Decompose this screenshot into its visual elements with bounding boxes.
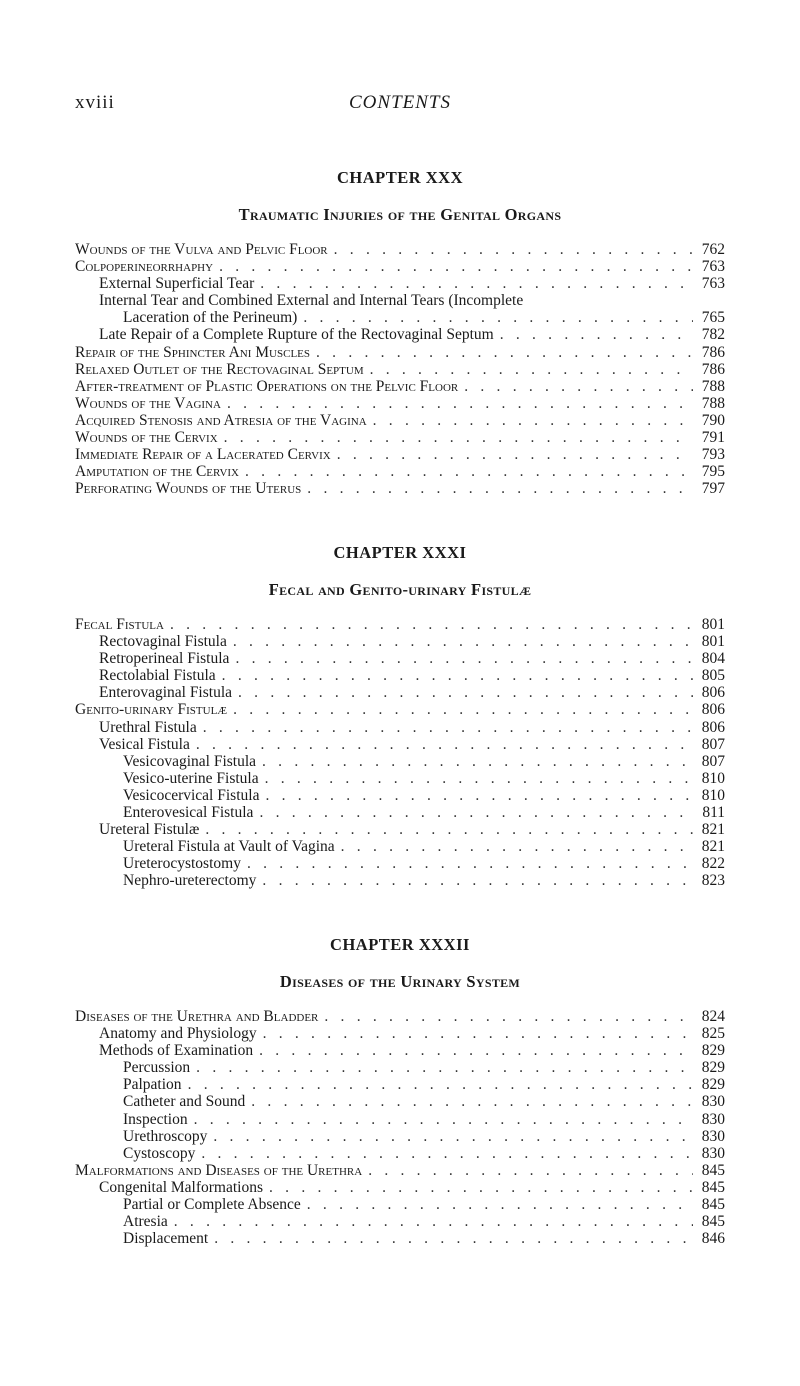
dot-leader (263, 1025, 693, 1042)
toc-entry-page: 824 (701, 1008, 725, 1025)
toc-entry-label: Malformations and Diseases of the Urethra (75, 1161, 363, 1179)
dot-leader (196, 1059, 693, 1076)
toc-entry (75, 395, 725, 412)
toc-entry (75, 1076, 725, 1093)
toc-entry-page: 821 (701, 838, 725, 856)
dot-leader (269, 1179, 693, 1196)
toc-entry (75, 241, 725, 258)
toc-entry-label: Vesicocervical Fistula (123, 786, 260, 804)
toc-entry-label: After-treatment of Plastic Operations on the Pelvic Floor (75, 377, 459, 395)
toc-entry (75, 855, 725, 872)
dot-leader (235, 650, 693, 667)
toc-entry-page: 793 (701, 446, 725, 464)
dot-leader (251, 1093, 693, 1110)
toc-entry (75, 1128, 725, 1145)
toc-entry-page: 830 (701, 1093, 725, 1111)
toc-entry-label: Inspection (123, 1110, 188, 1128)
chapter-xxxii (75, 935, 725, 1247)
dot-leader (203, 719, 693, 736)
toc-entry-label: Diseases of the Urethra and Bladder (75, 1008, 319, 1025)
dot-leader (205, 821, 693, 838)
toc-entry (75, 480, 725, 497)
toc-entry (75, 804, 725, 821)
toc-entry-page: 807 (701, 752, 725, 770)
toc-entry (75, 667, 725, 684)
toc-entry-label-continued: Laceration of the Perineum) (123, 309, 298, 327)
toc-entry-label: Wounds of the Vulva and Pelvic Floor (75, 241, 328, 258)
toc-entry-label: Ureteral Fistula at Vault of Vagina (123, 838, 335, 856)
toc-entry-page: 806 (701, 684, 725, 702)
toc-entry-page: 763 (701, 275, 725, 293)
toc-entry-page: 846 (701, 1230, 725, 1248)
page-number: xviii (75, 92, 115, 113)
dot-leader (214, 1230, 693, 1247)
toc-entry (75, 770, 725, 787)
toc-entry (75, 1145, 725, 1162)
dot-leader (265, 770, 693, 787)
toc-entry (75, 872, 725, 889)
toc-entry-page: 801 (701, 633, 725, 651)
toc-entries (75, 1008, 725, 1247)
toc-entry-page: 825 (701, 1025, 725, 1043)
toc-entry-page: 810 (701, 786, 725, 804)
toc-entry (75, 838, 725, 855)
toc-entry-page: 788 (701, 377, 725, 395)
toc-entry-label: External Superficial Tear (99, 275, 255, 293)
toc-entry-label: Palpation (123, 1076, 182, 1094)
toc-entry-page: 795 (701, 463, 725, 481)
toc-entry (75, 650, 725, 667)
toc-entry-page: 845 (701, 1213, 725, 1231)
toc-entry (75, 258, 725, 275)
dot-leader (334, 241, 693, 258)
dot-leader (370, 361, 693, 378)
toc-entry-label: Internal Tear and Combined External and Internal Tears (Incomplete (99, 292, 524, 310)
dot-leader (233, 633, 693, 650)
toc-entries (75, 616, 725, 890)
toc-entry (75, 753, 725, 770)
toc-entry (75, 1111, 725, 1128)
dot-leader (265, 787, 693, 804)
dot-leader (262, 753, 693, 770)
toc-entry-page: 829 (701, 1059, 725, 1077)
toc-entry-page: 829 (701, 1076, 725, 1094)
dot-leader (307, 480, 693, 497)
toc-entry-page: 786 (701, 343, 725, 361)
toc-entry (75, 719, 725, 736)
toc-entry-page: 830 (701, 1110, 725, 1128)
toc-entry-page: 822 (701, 855, 725, 873)
toc-entry-label: Displacement (123, 1230, 209, 1248)
toc-entry (75, 429, 725, 446)
toc-entry-label: Ureteral Fistulæ (99, 821, 200, 839)
dot-leader (170, 616, 693, 633)
toc-entry (75, 446, 725, 463)
toc-entry (75, 1025, 725, 1042)
dot-leader (337, 446, 693, 463)
toc-entry (75, 684, 725, 701)
toc-entry-label: Vesicovaginal Fistula (123, 752, 257, 770)
toc-entry-page: 804 (701, 650, 725, 668)
toc-entry-label: Methods of Examination (99, 1042, 254, 1060)
toc-entry-page: 810 (701, 769, 725, 787)
toc-entry (75, 326, 725, 343)
toc-entry-page: 765 (701, 309, 725, 327)
toc-entry-label: Ureterocystostomy (123, 855, 241, 873)
dot-leader (259, 1042, 693, 1059)
toc-entry-label: Rectolabial Fistula (99, 667, 216, 685)
toc-entry-label: Repair of the Sphincter Ani Muscles (75, 343, 311, 361)
toc-entry-label: Colpoperineorrhaphy (75, 258, 214, 276)
toc-entry-page: 845 (701, 1178, 725, 1196)
toc-entry-label: Percussion (123, 1059, 191, 1077)
dot-leader (196, 736, 693, 753)
toc-entry (75, 1093, 725, 1110)
dot-leader (373, 412, 693, 429)
toc-entry-page: 821 (701, 821, 725, 839)
toc-entry-label: Nephro-ureterectomy (123, 872, 257, 890)
toc-entry-page: 797 (701, 480, 725, 498)
toc-entry-label: Amputation of the Cervix (75, 463, 240, 481)
toc-entry (75, 344, 725, 361)
dot-leader (500, 326, 693, 343)
toc-entry-label: Congenital Malformations (99, 1178, 264, 1196)
chapter-subtitle: Traumatic Injuries of the Genital Organs (238, 205, 562, 224)
toc-entry-page: 790 (701, 411, 725, 429)
dot-leader (260, 275, 693, 292)
toc-entry-page: 830 (701, 1144, 725, 1162)
toc-entry-label: Vesico-uterine Fistula (123, 769, 259, 787)
dot-leader (222, 667, 693, 684)
running-head (75, 92, 725, 116)
toc-entry (75, 1179, 725, 1196)
toc-entry-page: 782 (701, 326, 725, 344)
toc-entry (75, 1042, 725, 1059)
toc-entry-label: Retroperineal Fistula (99, 650, 230, 668)
toc-entry (75, 736, 725, 753)
dot-leader (262, 872, 693, 889)
toc-entry (75, 1213, 725, 1230)
dot-leader (194, 1111, 693, 1128)
toc-entry-label: Enterovesical Fistula (123, 804, 254, 822)
toc-entry-label: Wounds of the Cervix (75, 429, 218, 447)
chapter-title: CHAPTER XXXII (330, 935, 470, 954)
toc-entry-label: Immediate Repair of a Lacerated Cervix (75, 446, 331, 464)
dot-leader (174, 1213, 693, 1230)
toc-entry-label: Perforating Wounds of the Uterus (75, 480, 302, 498)
toc-entry-label: Anatomy and Physiology (99, 1025, 257, 1043)
toc-entry-label: Acquired Stenosis and Atresia of the Vagina (75, 411, 367, 429)
chapter-title: CHAPTER XXX (336, 168, 464, 187)
toc-entry-label: Partial or Complete Absence (123, 1196, 301, 1214)
toc-entry (75, 1230, 725, 1247)
dot-leader (201, 1145, 693, 1162)
toc-entry (75, 275, 725, 292)
toc-entry (75, 616, 725, 633)
toc-entry (75, 787, 725, 804)
dot-leader (368, 1162, 693, 1179)
dot-leader (188, 1076, 693, 1093)
toc-entry (75, 1008, 725, 1025)
toc-entry-page: 806 (701, 701, 725, 719)
dot-leader (247, 855, 693, 872)
toc-entry-page: 845 (701, 1196, 725, 1214)
toc-entry-page: 762 (701, 241, 725, 258)
toc-entry-page: 807 (701, 735, 725, 753)
toc-entry-page: 763 (701, 258, 725, 276)
toc-entry (75, 1196, 725, 1213)
dot-leader (219, 258, 693, 275)
dot-leader (303, 309, 693, 326)
dot-leader (238, 684, 693, 701)
toc-entry-label: Atresia (123, 1213, 168, 1231)
toc-entry-label: Genito-urinary Fistulæ (75, 701, 228, 719)
toc-entry-page: 845 (701, 1161, 725, 1179)
chapter-xxx (75, 168, 725, 497)
toc-entry-label: Enterovaginal Fistula (99, 684, 233, 702)
toc-entry-page: 806 (701, 718, 725, 736)
toc-entry-page: 829 (701, 1042, 725, 1060)
toc-entry-label: Relaxed Outlet of the Rectovaginal Septum (75, 360, 364, 378)
toc-entry-label: Cystoscopy (123, 1144, 196, 1162)
toc-entry (75, 633, 725, 650)
toc-entry-page: 788 (701, 394, 725, 412)
toc-entry-page: 811 (702, 804, 725, 822)
toc-entry-label: Urethral Fistula (99, 718, 197, 736)
dot-leader (245, 463, 693, 480)
toc-entry-label: Wounds of the Vagina (75, 394, 221, 412)
toc-entry (75, 412, 725, 429)
toc-entry (75, 292, 725, 326)
toc-entry-label: Fecal Fistula (75, 616, 164, 633)
chapter-subtitle: Diseases of the Urinary System (279, 972, 521, 991)
toc-entry (75, 821, 725, 838)
toc-entry-label: Vesical Fistula (99, 735, 190, 753)
dot-leader (324, 1008, 693, 1025)
dot-leader (307, 1196, 693, 1213)
toc-entry (75, 361, 725, 378)
toc-entry (75, 1059, 725, 1076)
dot-leader (227, 395, 693, 412)
toc-entry-label: Rectovaginal Fistula (99, 633, 227, 651)
toc-entry (75, 701, 725, 718)
dot-leader (213, 1128, 693, 1145)
running-title: CONTENTS (349, 92, 451, 113)
toc-entry-page: 801 (701, 616, 725, 633)
dot-leader (259, 804, 693, 821)
toc-entry-page: 786 (701, 360, 725, 378)
toc-entry (75, 378, 725, 395)
toc-entries (75, 241, 725, 497)
dot-leader (464, 378, 693, 395)
dot-leader (233, 701, 693, 718)
toc-entry-page: 791 (701, 429, 725, 447)
toc-entry-page: 805 (701, 667, 725, 685)
dot-leader (341, 838, 693, 855)
chapter-subtitle: Fecal and Genito-urinary Fistulæ (268, 580, 532, 599)
chapter-xxxi (75, 543, 725, 890)
toc-entry-page: 823 (701, 872, 725, 890)
toc-entry-page: 830 (701, 1127, 725, 1145)
toc-entry (75, 1162, 725, 1179)
toc-entry-label: Late Repair of a Complete Rupture of the Rectovaginal Septum (99, 326, 494, 344)
toc-entry (75, 463, 725, 480)
toc-entry-label: Catheter and Sound (123, 1093, 246, 1111)
dot-leader (316, 344, 693, 361)
toc-entry-label: Urethroscopy (123, 1127, 208, 1145)
chapter-title: CHAPTER XXXI (333, 543, 467, 562)
dot-leader (224, 429, 693, 446)
